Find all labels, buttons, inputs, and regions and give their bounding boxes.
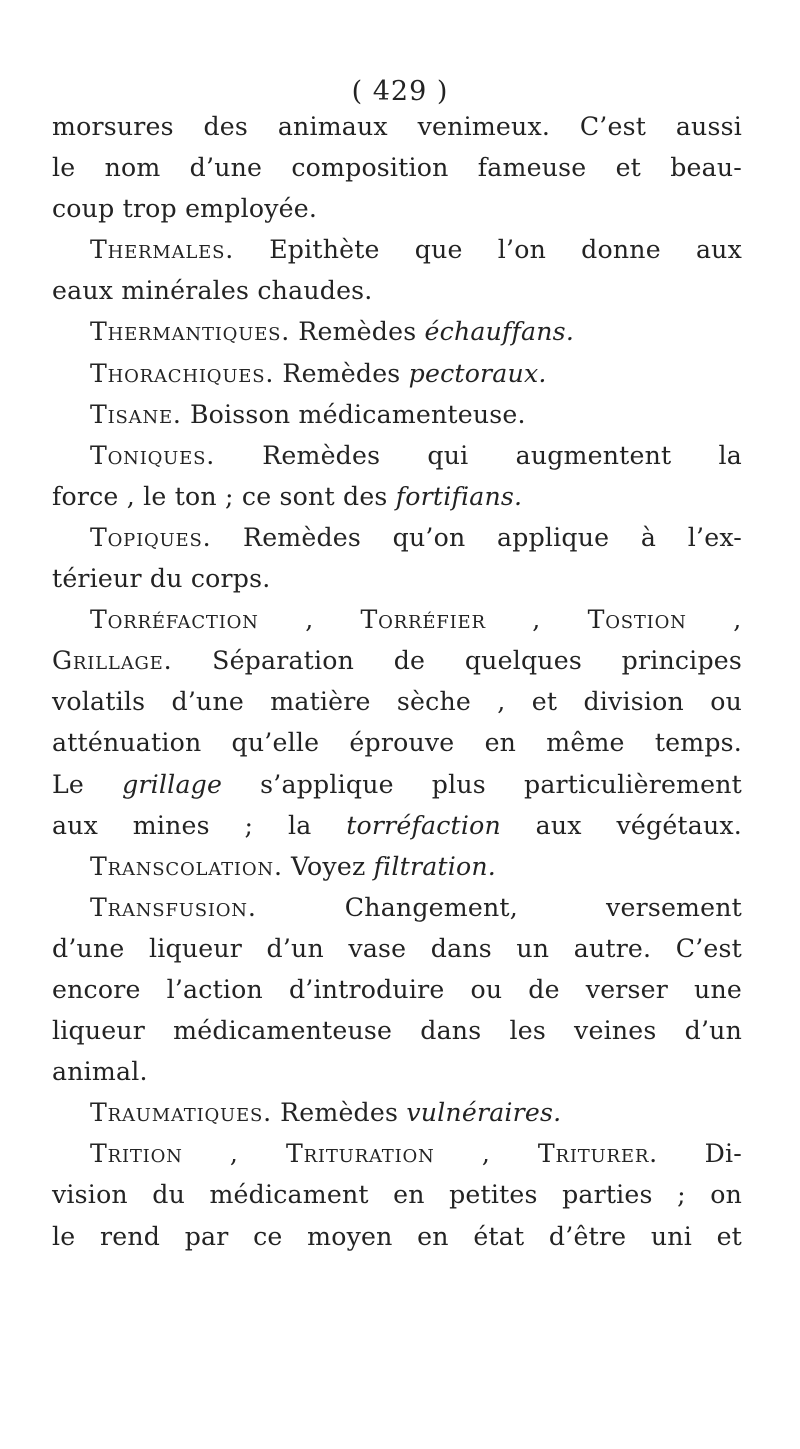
text-run: liqueur médicamenteuse dans les veines d’un	[52, 1016, 742, 1046]
text-line	[52, 1092, 742, 1133]
text-line	[52, 270, 742, 311]
text-line	[52, 1051, 742, 1092]
text-run: encore l’action d’introduire ou de verser une	[52, 974, 742, 1004]
text-line	[52, 517, 742, 558]
text-line	[52, 476, 742, 517]
entry-term: Traumatiques.	[90, 1098, 272, 1128]
text-run: Changement, versement	[256, 892, 742, 922]
text-line	[52, 147, 742, 188]
text-run: Voyez	[282, 851, 374, 881]
text-run: Séparation de quelques principes	[172, 646, 742, 676]
text-run: atténuation qu’elle éprouve en même temps.	[52, 728, 742, 758]
text-line	[52, 640, 742, 681]
text-run: vision du médicament en petites parties ; on	[52, 1180, 742, 1210]
text-run: Le	[52, 769, 123, 799]
text-line	[52, 764, 742, 805]
text-line	[52, 394, 742, 435]
italic-term: pectoraux.	[408, 358, 547, 388]
text-run: aux végétaux.	[500, 810, 742, 840]
entry-term: Thorachiques.	[90, 358, 275, 388]
entry-term: Grillage.	[52, 646, 173, 676]
text-run: Remèdes	[274, 358, 409, 388]
text-run: Epithète que l’on donne aux	[234, 235, 742, 265]
entry-term: Toniques.	[90, 440, 216, 470]
text-run: le rend par ce moyen en état d’être uni et	[52, 1221, 742, 1251]
entry-term: Thermales.	[90, 235, 235, 265]
text-run: force , le ton ; ce sont des	[52, 481, 396, 511]
text-line	[52, 1216, 742, 1257]
text-line	[52, 435, 742, 476]
entry-term: Trition , Trituration , Triturer.	[90, 1139, 658, 1169]
text-run: Remèdes	[290, 317, 425, 347]
text-line	[52, 969, 742, 1010]
italic-term: torréfaction	[346, 810, 501, 840]
text-run: d’une liqueur d’un vase dans un autre. C’est	[52, 933, 742, 963]
text-run: animal.	[52, 1057, 148, 1087]
entry-term: Torréfaction , Torréfier , Tostion ,	[90, 605, 742, 635]
entry-term: Transcolation.	[90, 851, 283, 881]
entry-term: Topiques.	[90, 522, 212, 552]
text-line	[52, 887, 742, 928]
text-run: Remèdes qui augmentent la	[215, 440, 742, 470]
text-line	[52, 353, 742, 394]
text-run: Boisson médicamenteuse.	[181, 399, 526, 429]
italic-term: grillage	[122, 769, 223, 799]
text-run: morsures des animaux venimeux. C’est aussi	[52, 112, 742, 141]
text-line	[52, 1133, 742, 1174]
text-run: aux mines ; la	[52, 810, 347, 840]
page-number: ( 429 )	[351, 76, 449, 107]
text-run: volatils d’une matière sèche , et division ou	[52, 687, 742, 717]
text-line	[52, 188, 742, 229]
text-run: Remèdes	[271, 1098, 407, 1128]
text-run: Di-	[657, 1139, 742, 1169]
text-line	[52, 722, 742, 763]
italic-term: échauffans.	[424, 317, 575, 347]
body-text	[52, 106, 742, 1257]
italic-term: fortifians.	[395, 481, 523, 511]
entry-term: Tisane.	[90, 399, 182, 429]
entry-term: Transfusion.	[90, 892, 257, 922]
text-line	[52, 1174, 742, 1215]
entry-term: Thermantiques.	[90, 317, 291, 347]
text-line	[52, 681, 742, 722]
text-run: Remèdes qu’on applique à l’ex-	[211, 522, 742, 552]
italic-term: filtration.	[373, 851, 497, 881]
text-line	[52, 1010, 742, 1051]
italic-term: vulnéraires.	[406, 1098, 562, 1128]
text-line	[52, 106, 742, 147]
text-line	[52, 846, 742, 887]
text-line	[52, 928, 742, 969]
text-line	[52, 599, 742, 640]
text-run: le nom d’une composition fameuse et beau-	[52, 153, 742, 183]
text-run: s’applique plus particulièrement	[222, 769, 742, 799]
text-line	[52, 558, 742, 599]
text-line	[52, 805, 742, 846]
text-run: eaux minérales chaudes.	[52, 276, 373, 306]
text-line	[52, 229, 742, 270]
text-run: térieur du corps.	[52, 564, 271, 594]
text-run: coup trop employée.	[52, 194, 318, 224]
text-line	[52, 311, 742, 352]
